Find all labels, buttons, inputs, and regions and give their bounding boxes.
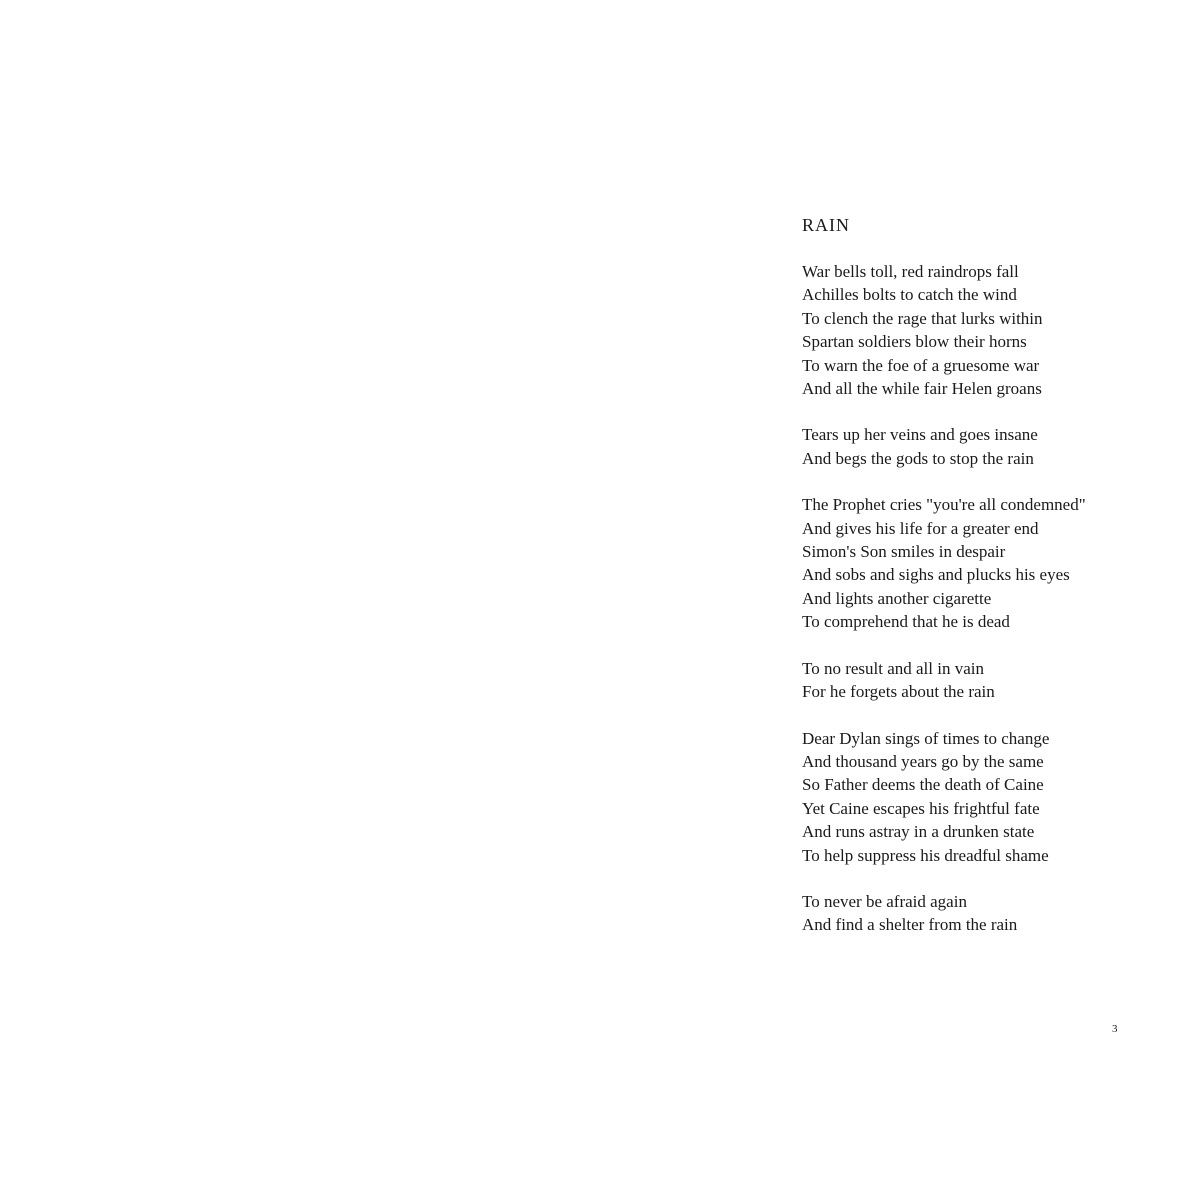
poem-line: The Prophet cries "you're all condemned" — [802, 495, 1086, 515]
stanza — [802, 890, 1162, 937]
poem-line: To clench the rage that lurks within — [802, 308, 1043, 328]
poem-line: Spartan soldiers blow their horns — [802, 332, 1027, 352]
poem-line: And lights another cigarette — [802, 588, 992, 608]
poem-line: To comprehend that he is dead — [802, 612, 1010, 632]
poem-line: To help suppress his dreadful shame — [802, 845, 1049, 865]
poem-line: And find a shelter from the rain — [802, 915, 1018, 935]
poem-line: And runs astray in a drunken state — [802, 822, 1035, 842]
poem-line: For he forgets about the rain — [802, 682, 995, 702]
poem-line: And begs the gods to stop the rain — [802, 448, 1034, 468]
poem-line: Simon's Son smiles in despair — [802, 542, 1006, 562]
poem-line: To no result and all in vain — [802, 658, 984, 678]
poem-line: And all the while fair Helen groans — [802, 379, 1042, 399]
poem-title: RAIN — [802, 215, 850, 235]
poem-line: To never be afraid again — [802, 891, 967, 911]
stanza — [802, 727, 1162, 867]
stanza — [802, 260, 1162, 400]
poem-line: Dear Dylan sings of times to change — [802, 728, 1050, 748]
stanza — [802, 493, 1162, 633]
page-number: 3 — [1112, 1023, 1118, 1035]
poem-line: And thousand years go by the same — [802, 751, 1044, 771]
poem-line: And sobs and sighs and plucks his eyes — [802, 565, 1070, 585]
stanza — [802, 423, 1162, 470]
poem — [802, 214, 1162, 960]
poem-line: To warn the foe of a gruesome war — [802, 355, 1040, 375]
poem-line: Achilles bolts to catch the wind — [802, 285, 1017, 305]
poem-line: And gives his life for a greater end — [802, 518, 1039, 538]
poem-line: War bells toll, red raindrops fall — [802, 262, 1019, 281]
poem-line: Yet Caine escapes his frightful fate — [802, 798, 1040, 818]
stanza — [802, 657, 1162, 704]
poem-line: Tears up her veins and goes insane — [802, 425, 1038, 445]
poem-line: So Father deems the death of Caine — [802, 775, 1044, 795]
